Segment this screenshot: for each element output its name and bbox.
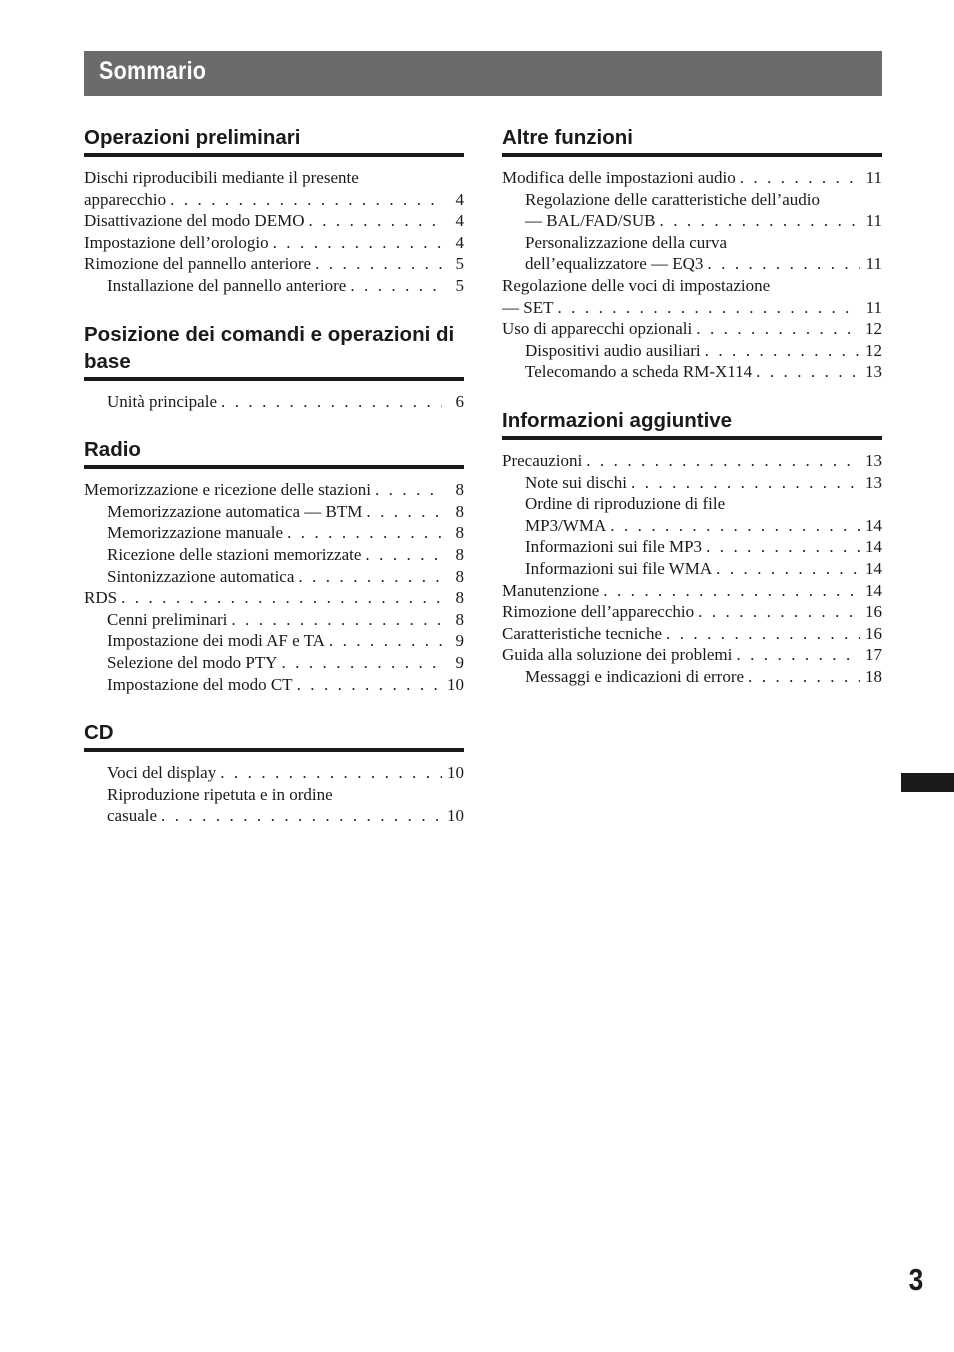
dot-leader: [221, 391, 442, 413]
toc-entry[interactable]: [502, 361, 882, 383]
toc-entry-title: Impostazione dei modi AF e TA: [107, 631, 325, 651]
dot-leader: [231, 609, 442, 631]
dot-leader: [610, 515, 860, 537]
toc-entry-title: Caratteristiche tecniche: [502, 623, 662, 643]
toc-entry-row: [502, 450, 882, 472]
toc-entry-row: [525, 472, 882, 494]
toc-entry-row: [84, 189, 464, 211]
dot-leader: [273, 232, 442, 254]
toc-entry-title: apparecchio: [84, 189, 167, 209]
toc-page-number: 9: [455, 631, 464, 651]
toc-page-number: 10: [447, 806, 464, 826]
toc-entry-title: — SET: [502, 297, 554, 317]
toc-entry-title-line: Dischi riproducibili mediante il presente: [84, 168, 359, 187]
section-heading: Operazioni preliminari: [84, 124, 464, 157]
toc-entry-title-line: Riproduzione ripetuta e in ordine: [107, 784, 333, 804]
toc-entry-row: [502, 580, 882, 602]
toc-entry-row: [107, 805, 464, 827]
toc-page-number: 14: [865, 537, 882, 557]
dot-leader: [350, 275, 442, 297]
toc-entry-row: [525, 558, 882, 580]
toc-page-number: 8: [455, 523, 464, 543]
toc-entry-title-line: Ordine di riproduzione di file: [525, 494, 726, 514]
dot-leader: [297, 674, 442, 696]
toc-entry-title-line: Personalizzazione della curva: [525, 232, 728, 252]
toc-entry-row: [84, 587, 464, 609]
toc-entry[interactable]: [84, 253, 464, 275]
toc-entry[interactable]: [84, 674, 464, 696]
toc-entry-row: [502, 167, 882, 189]
dot-leader: [740, 167, 860, 189]
toc-page-number: 4: [455, 232, 464, 252]
toc-entry-title: Modifica delle impostazioni audio: [502, 168, 736, 187]
toc-entry[interactable]: [502, 536, 882, 558]
toc-entry-row: [502, 318, 882, 340]
toc-entry-title: casuale: [107, 806, 158, 826]
toc-page-number: 12: [865, 340, 882, 360]
toc-entry-title: Precauzioni: [502, 450, 583, 470]
dot-leader: [756, 361, 860, 383]
toc-entry[interactable]: [84, 232, 464, 254]
toc-page-number: 16: [865, 602, 882, 622]
toc-entry-row: [502, 297, 882, 319]
toc-entry-row: [525, 666, 882, 688]
dot-leader: [161, 805, 442, 827]
toc-entry-row: [107, 522, 464, 544]
toc-entry[interactable]: [502, 493, 882, 536]
toc-section: [84, 124, 464, 297]
toc-entry-title: Selezione del modo PTY: [107, 652, 278, 672]
toc-entry[interactable]: [502, 450, 882, 472]
toc-page-number: 17: [865, 645, 882, 665]
toc-entry-row: [107, 501, 464, 523]
dot-leader: [287, 522, 442, 544]
dot-leader: [329, 630, 442, 652]
toc-entry-title: Memorizzazione automatica — BTM: [107, 501, 363, 521]
section-heading: Informazioni aggiuntive: [502, 407, 882, 440]
dot-leader: [707, 253, 860, 275]
toc-entry-row: [107, 652, 464, 674]
section-heading: Altre funzioni: [502, 124, 882, 157]
toc-page-number: 9: [455, 652, 464, 672]
toc-entry-title: dell’equalizzatore — EQ3: [525, 254, 704, 274]
toc-entry-title: Sintonizzazione automatica: [107, 566, 295, 586]
toc-entry[interactable]: [84, 479, 464, 501]
dot-leader: [281, 652, 442, 674]
toc-entry-title: Dispositivi audio ausiliari: [525, 340, 701, 360]
toc-entry-title: Installazione del pannello anteriore: [107, 275, 347, 295]
toc-page-number: 13: [865, 472, 882, 492]
toc-page-number: 8: [455, 480, 464, 500]
section-heading: Radio: [84, 436, 464, 469]
toc-page-number: 8: [455, 609, 464, 629]
section-heading: CD: [84, 719, 464, 752]
dot-leader: [698, 601, 860, 623]
toc-page-number: 5: [455, 275, 464, 295]
toc-entry-title: Note sui dischi: [525, 472, 627, 492]
toc-page-number: 13: [865, 450, 882, 470]
toc-entry[interactable]: [502, 318, 882, 340]
toc-entry-title-line: Regolazione delle caratteristiche dell’audio: [525, 189, 821, 209]
dot-leader: [220, 762, 442, 784]
toc-entry-row: [107, 566, 464, 588]
dot-leader: [603, 580, 860, 602]
toc-section: [502, 407, 882, 688]
toc-entry[interactable]: [84, 609, 464, 631]
dot-leader: [736, 644, 860, 666]
toc-page-number: 14: [865, 580, 882, 600]
toc-entry-row: [502, 623, 882, 645]
toc-entry-row: [84, 232, 464, 254]
dot-leader: [557, 297, 860, 319]
toc-page-number: 10: [447, 674, 464, 694]
toc-page-number: 16: [865, 623, 882, 643]
toc-entry[interactable]: [84, 275, 464, 297]
toc-entry[interactable]: [502, 601, 882, 623]
dot-leader: [705, 340, 860, 362]
toc-entry[interactable]: [84, 652, 464, 674]
toc-entry-row: [525, 210, 882, 232]
dot-leader: [366, 501, 442, 523]
section-heading: Posizione dei comandi e operazioni di base: [84, 321, 464, 381]
toc-entry[interactable]: [84, 762, 464, 784]
toc-section: [502, 124, 882, 383]
toc-entry[interactable]: [84, 501, 464, 523]
toc-entry[interactable]: [502, 623, 882, 645]
toc-section: [84, 436, 464, 695]
toc-entry-title-line: Regolazione delle voci di impostazione: [502, 275, 771, 295]
toc-entry-row: [84, 253, 464, 275]
page-number: 3: [908, 1262, 924, 1297]
toc-page-number: 11: [865, 297, 882, 317]
dot-leader: [696, 318, 860, 340]
toc-page-number: 18: [865, 666, 882, 686]
toc-entry-row: [502, 644, 882, 666]
dot-leader: [748, 666, 860, 688]
toc-right-column: [502, 124, 882, 711]
dot-leader: [716, 558, 860, 580]
toc-entry-title: Memorizzazione e ricezione delle stazioni: [84, 480, 371, 500]
toc-entry[interactable]: [84, 630, 464, 652]
toc-entry-row: [107, 275, 464, 297]
toc-entry-row: [502, 601, 882, 623]
dot-leader: [298, 566, 442, 588]
toc-entry[interactable]: [84, 566, 464, 588]
toc-page-number: 10: [447, 763, 464, 783]
toc-entry-title: Memorizzazione manuale: [107, 523, 284, 543]
section-tab-marker: [901, 773, 954, 792]
toc-entry-row: [525, 340, 882, 362]
title-bar: [84, 51, 882, 96]
toc-entry[interactable]: [84, 167, 464, 210]
dot-leader: [309, 210, 443, 232]
dot-leader: [170, 189, 442, 211]
dot-leader: [365, 544, 442, 566]
toc-entry-title: — BAL/FAD/SUB: [525, 211, 656, 231]
toc-entry-title: Rimozione dell’apparecchio: [502, 602, 695, 622]
toc-page-number: 12: [865, 319, 882, 339]
toc-entry-title: Impostazione dell’orologio: [84, 232, 269, 252]
toc-entry-title: Manutenzione: [502, 580, 600, 600]
toc-entry-row: [107, 762, 464, 784]
dot-leader: [375, 479, 442, 501]
toc-section: [84, 321, 464, 413]
dot-leader: [666, 623, 860, 645]
toc-page-number: 11: [865, 168, 882, 187]
toc-entry-title: Guida alla soluzione dei problemi: [502, 645, 733, 665]
toc-entry[interactable]: [502, 644, 882, 666]
toc-page-number: 4: [455, 189, 464, 209]
toc-entry[interactable]: [502, 558, 882, 580]
toc-entry-title: Informazioni sui file WMA: [525, 558, 713, 578]
toc-entry-title: Messaggi e indicazioni di errore: [525, 666, 745, 686]
toc-page-number: 8: [455, 544, 464, 564]
toc-page-number: 5: [455, 254, 464, 274]
dot-leader: [121, 587, 442, 609]
toc-entry-row: [107, 630, 464, 652]
toc-entry[interactable]: [502, 232, 882, 275]
toc-entry[interactable]: [84, 544, 464, 566]
toc-entry[interactable]: [84, 587, 464, 609]
toc-entry-title: Telecomando a scheda RM-X114: [525, 362, 753, 382]
toc-entry-row: [107, 674, 464, 696]
toc-entry-title: Disattivazione del modo DEMO: [84, 211, 305, 231]
toc-entry-row: [525, 536, 882, 558]
toc-entry[interactable]: [502, 472, 882, 494]
toc-page-number: 8: [455, 588, 464, 608]
toc-entry-row: [525, 361, 882, 383]
toc-page-number: 6: [455, 391, 464, 411]
toc-entry[interactable]: [502, 167, 882, 189]
toc-left-column: [84, 124, 464, 851]
toc-entry-row: [84, 210, 464, 232]
toc-entry-title: Impostazione del modo CT: [107, 674, 293, 694]
toc-entry[interactable]: [502, 340, 882, 362]
toc-page-number: 11: [865, 254, 882, 274]
toc-entry-row: [525, 515, 882, 537]
toc-entry-title: Rimozione del pannello anteriore: [84, 254, 312, 274]
toc-entry[interactable]: [502, 189, 882, 232]
toc-page-number: 13: [865, 362, 882, 382]
toc-page-number: 8: [455, 566, 464, 586]
dot-leader: [631, 472, 860, 494]
toc-entry-row: [84, 479, 464, 501]
dot-leader: [315, 253, 442, 275]
toc-entry[interactable]: [84, 522, 464, 544]
toc-page-number: 8: [455, 501, 464, 521]
page-title: Sommario: [99, 57, 207, 85]
toc-entry[interactable]: [84, 210, 464, 232]
toc-page-number: 14: [865, 558, 882, 578]
toc-entry[interactable]: [502, 275, 882, 318]
toc-entry-title: MP3/WMA: [525, 515, 607, 535]
toc-entry-title: Voci del display: [107, 763, 217, 783]
dot-leader: [706, 536, 860, 558]
dot-leader: [586, 450, 860, 472]
toc-entry-title: Ricezione delle stazioni memorizzate: [107, 544, 362, 564]
toc-entry[interactable]: [502, 580, 882, 602]
toc-entry[interactable]: [84, 391, 464, 413]
toc-entry-row: [107, 609, 464, 631]
toc-entry-title: Informazioni sui file MP3: [525, 537, 703, 557]
toc-entry-row: [107, 544, 464, 566]
toc-entry[interactable]: [84, 784, 464, 827]
toc-entry-title: Unità principale: [107, 391, 217, 411]
toc-page-number: 11: [865, 211, 882, 231]
toc-entry[interactable]: [502, 666, 882, 688]
toc-entry-row: [107, 391, 464, 413]
toc-entry-title: Uso di apparecchi opzionali: [502, 319, 693, 339]
dot-leader: [660, 210, 860, 232]
toc-section: [84, 719, 464, 827]
toc-entry-title: RDS: [84, 588, 118, 608]
toc-entry-row: [525, 253, 882, 275]
toc-page-number: 4: [455, 211, 464, 231]
toc-entry-title: Cenni preliminari: [107, 609, 228, 629]
toc-page-number: 14: [865, 515, 882, 535]
